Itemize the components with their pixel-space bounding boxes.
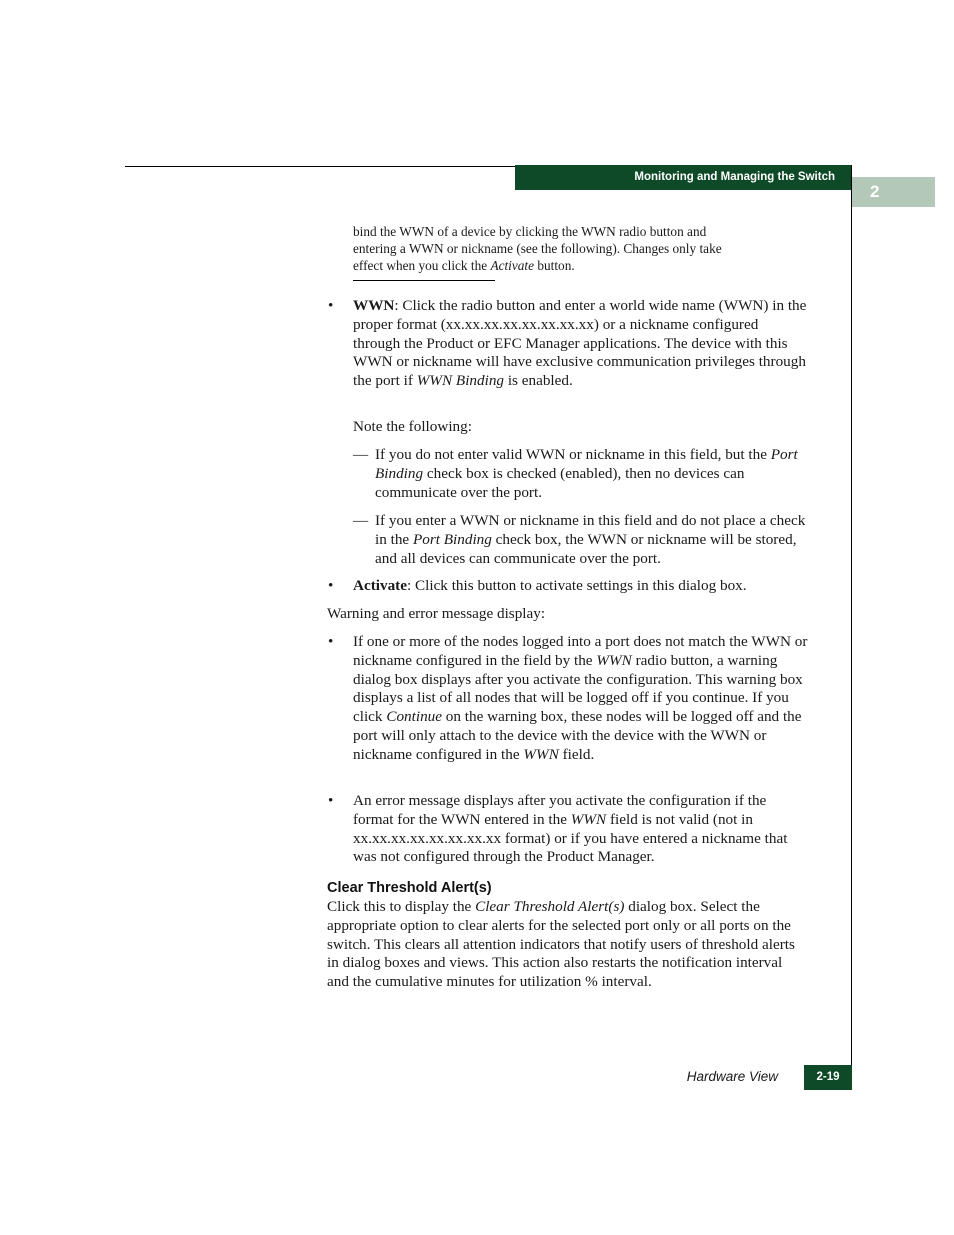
continued-line: entering a WWN or nickname (see the following). Changes only take	[353, 241, 722, 257]
chapter-number: 2	[870, 182, 880, 201]
note-item	[375, 512, 810, 568]
dash-marker: —	[353, 512, 369, 529]
wwn-bullet-text	[353, 297, 808, 391]
section-heading: Clear Threshold Alert(s)	[327, 880, 492, 896]
activate-description: : Click this button to activate settings in this dialog box.	[406, 577, 747, 594]
warning-bullet-text	[353, 633, 808, 765]
note-intro: Note the following:	[353, 418, 472, 435]
warning-text: If one or more of the nodes logged into a port does not match the WWN or nickname configured in the field by the	[353, 633, 808, 669]
continued-paragraph	[353, 223, 793, 275]
wwn-description: : Click the radio button and enter a world wide name (WWN) in the proper format (xx.xx.xx.xx.xx.xx.xx.xx) or a nickname configured through the Product or EFC Manager applications. The device with this WWN or nickname will have exclusive communication privileges through the port if	[353, 297, 807, 390]
continue-emphasis: Continue	[386, 708, 442, 726]
clear-threshold-paragraph	[327, 898, 807, 992]
right-margin-rule	[851, 165, 852, 1090]
continued-line: bind the WWN of a device by clicking the WWN radio button and	[353, 224, 707, 239]
note-text: check box is checked (enabled), then no devices can communicate over the port.	[375, 464, 745, 501]
activate-emphasis: Activate	[490, 258, 535, 274]
wwn-term: WWN	[353, 297, 395, 314]
page-number: 2-19	[804, 1065, 852, 1090]
wwn-emphasis: WWN	[570, 810, 607, 828]
bullet-marker: •	[328, 792, 334, 809]
bullet-marker: •	[328, 297, 334, 314]
dialog-name-emphasis: Clear Threshold Alert(s)	[475, 898, 625, 915]
note-text: check box, the WWN or nickname will be stored, and all devices can communicate over the port.	[375, 530, 797, 567]
error-bullet-text	[353, 792, 808, 867]
section-title: Monitoring and Managing the Switch	[634, 171, 835, 183]
warning-text: radio button, a warning dialog box displays after you activate the configuration. This warning box displays a list of all nodes that will be logged off if you continue. If you click	[353, 651, 803, 726]
footer-title: Hardware View	[686, 1069, 778, 1084]
section-title-bar	[515, 165, 851, 190]
continued-text: button.	[534, 258, 575, 274]
bullet-marker: •	[328, 577, 334, 594]
error-text: field is not valid (not in xx.xx.xx.xx.xx.xx.xx.xx format) or if you have entered a nickname that was not configured through the Product Manager.	[353, 810, 788, 866]
clear-text: dialog box. Select the appropriate option to clear alerts for the selected port only or all ports on the switch. This clears all attention indicators that notify users of threshold alerts in dialog boxes and views. This action also restarts the notification interval and the cumulative minutes for utilization % interval.	[327, 898, 795, 991]
continued-line	[353, 257, 793, 274]
continued-end-rule	[353, 280, 495, 281]
error-text: An error message displays after you activate the configuration if the format for the WWN entered in the	[353, 792, 767, 828]
bullet-marker: •	[328, 633, 334, 650]
wwn-emphasis: WWN	[596, 651, 632, 669]
dash-marker: —	[353, 446, 369, 463]
wwn-emphasis: WWN	[523, 745, 559, 763]
wwn-binding-emphasis: WWN Binding	[416, 372, 505, 390]
port-binding-emphasis: Port Binding	[412, 530, 492, 548]
chapter-tab	[852, 177, 935, 207]
wwn-description-end: is enabled.	[504, 372, 573, 390]
warning-text: on the warning box, these nodes will be logged off and the port will only attach to the device with the device with the WWN or nickname configured in the	[353, 708, 802, 763]
note-text: If you do not enter valid WWN or nickname in this field, but the	[375, 446, 771, 463]
warning-text: field.	[558, 745, 595, 763]
note-item	[375, 446, 810, 502]
port-binding-emphasis: Port Binding	[375, 446, 798, 482]
warning-intro: Warning and error message display:	[327, 605, 546, 622]
clear-text: Click this to display the	[327, 898, 476, 915]
header-rule	[125, 166, 515, 167]
continued-text: effect when you click the	[353, 258, 491, 274]
activate-term: Activate	[353, 577, 407, 594]
note-text: If you enter a WWN or nickname in this field and do not place a check in the	[375, 512, 806, 548]
activate-bullet-text	[353, 577, 808, 596]
